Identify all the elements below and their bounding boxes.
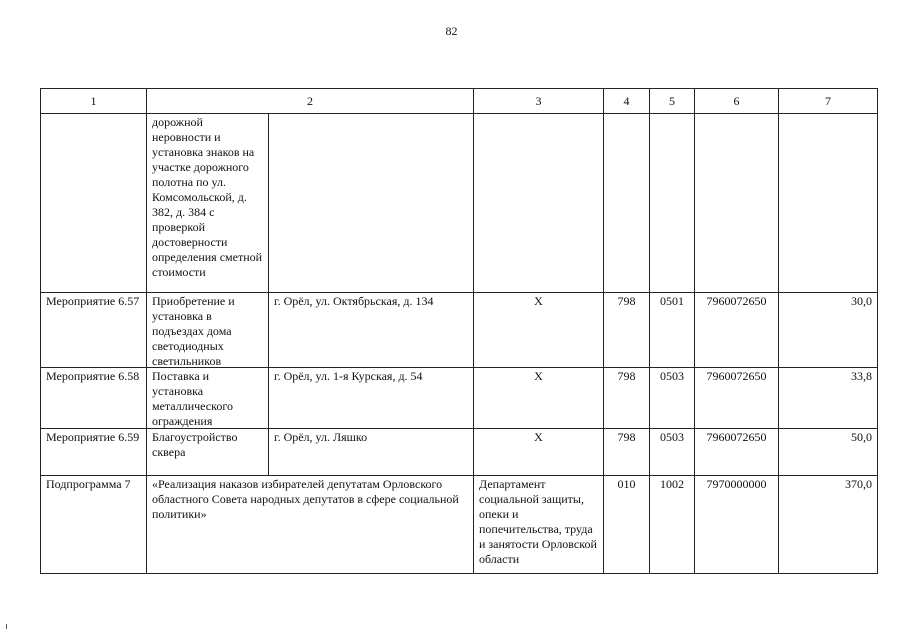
subprogram-executor: Департамент социальной защиты, опеки и попечительства, труда и занятости Орловской области [474,476,604,574]
row-label [41,114,147,293]
header-col-4: 4 [604,89,650,114]
header-col-1: 1 [41,89,147,114]
row-label: Мероприятие 6.58 [41,368,147,429]
target-code-cell: 7960072650 [695,429,779,476]
section-cell [650,114,695,293]
row-label: Мероприятие 6.59 [41,429,147,476]
target-code-cell: 7960072650 [695,293,779,368]
code-cell: 798 [604,293,650,368]
subprogram-section: 1002 [650,476,695,574]
amount-cell: 30,0 [779,293,878,368]
amount-cell: 33,8 [779,368,878,429]
measure-address: г. Орёл, ул. 1-я Курская, д. 54 [274,369,423,383]
subprogram-title: «Реализация наказов избирателей депутатам Орловского областного Совета народных депутатов в сфере социальной политики» [147,476,474,574]
section-cell: 0503 [650,368,695,429]
table-row [41,114,878,293]
budget-table [40,88,878,574]
subprogram-amount: 370,0 [779,476,878,574]
scan-mark [6,624,7,629]
amount-cell [779,114,878,293]
subprogram-label: Подпрограмма 7 [41,476,147,574]
section-cell: 0501 [650,293,695,368]
header-row [41,89,878,114]
subprogram-target-code: 7970000000 [695,476,779,574]
target-code-cell [695,114,779,293]
measure-name: Приобретение и установка в подъездах дома светодиодных светильников [147,293,269,367]
subprogram-code: 010 [604,476,650,574]
header-col-2: 2 [147,89,474,114]
measure-name: Поставка и установка металлического ограждения [147,368,269,428]
measure-address [269,114,473,292]
header-col-3: 3 [474,89,604,114]
table-row [41,429,878,476]
subprogram-row [41,476,878,574]
target-code-cell: 7960072650 [695,368,779,429]
page-number: 82 [445,24,458,38]
table-row [41,293,878,368]
table-row [41,368,878,429]
measure-address: г. Орёл, ул. Ляшко [274,430,368,444]
executor-cell: X [474,368,604,429]
measure-name: дорожной неровности и установка знаков на участке дорожного полотна по ул. Комсомольской, д. 382, д. 384 с проверкой достоверности определения сметной стоимости [147,114,269,292]
executor-cell [474,114,604,293]
code-cell: 798 [604,429,650,476]
header-col-6: 6 [695,89,779,114]
executor-cell: X [474,293,604,368]
measure-address: г. Орёл, ул. Октябрьская, д. 134 [274,294,434,308]
code-cell: 798 [604,368,650,429]
header-col-5: 5 [650,89,695,114]
amount-cell: 50,0 [779,429,878,476]
section-cell: 0503 [650,429,695,476]
measure-name: Благоустройство сквера [147,429,269,475]
executor-cell: X [474,429,604,476]
header-col-7: 7 [779,89,878,114]
row-label: Мероприятие 6.57 [41,293,147,368]
code-cell [604,114,650,293]
